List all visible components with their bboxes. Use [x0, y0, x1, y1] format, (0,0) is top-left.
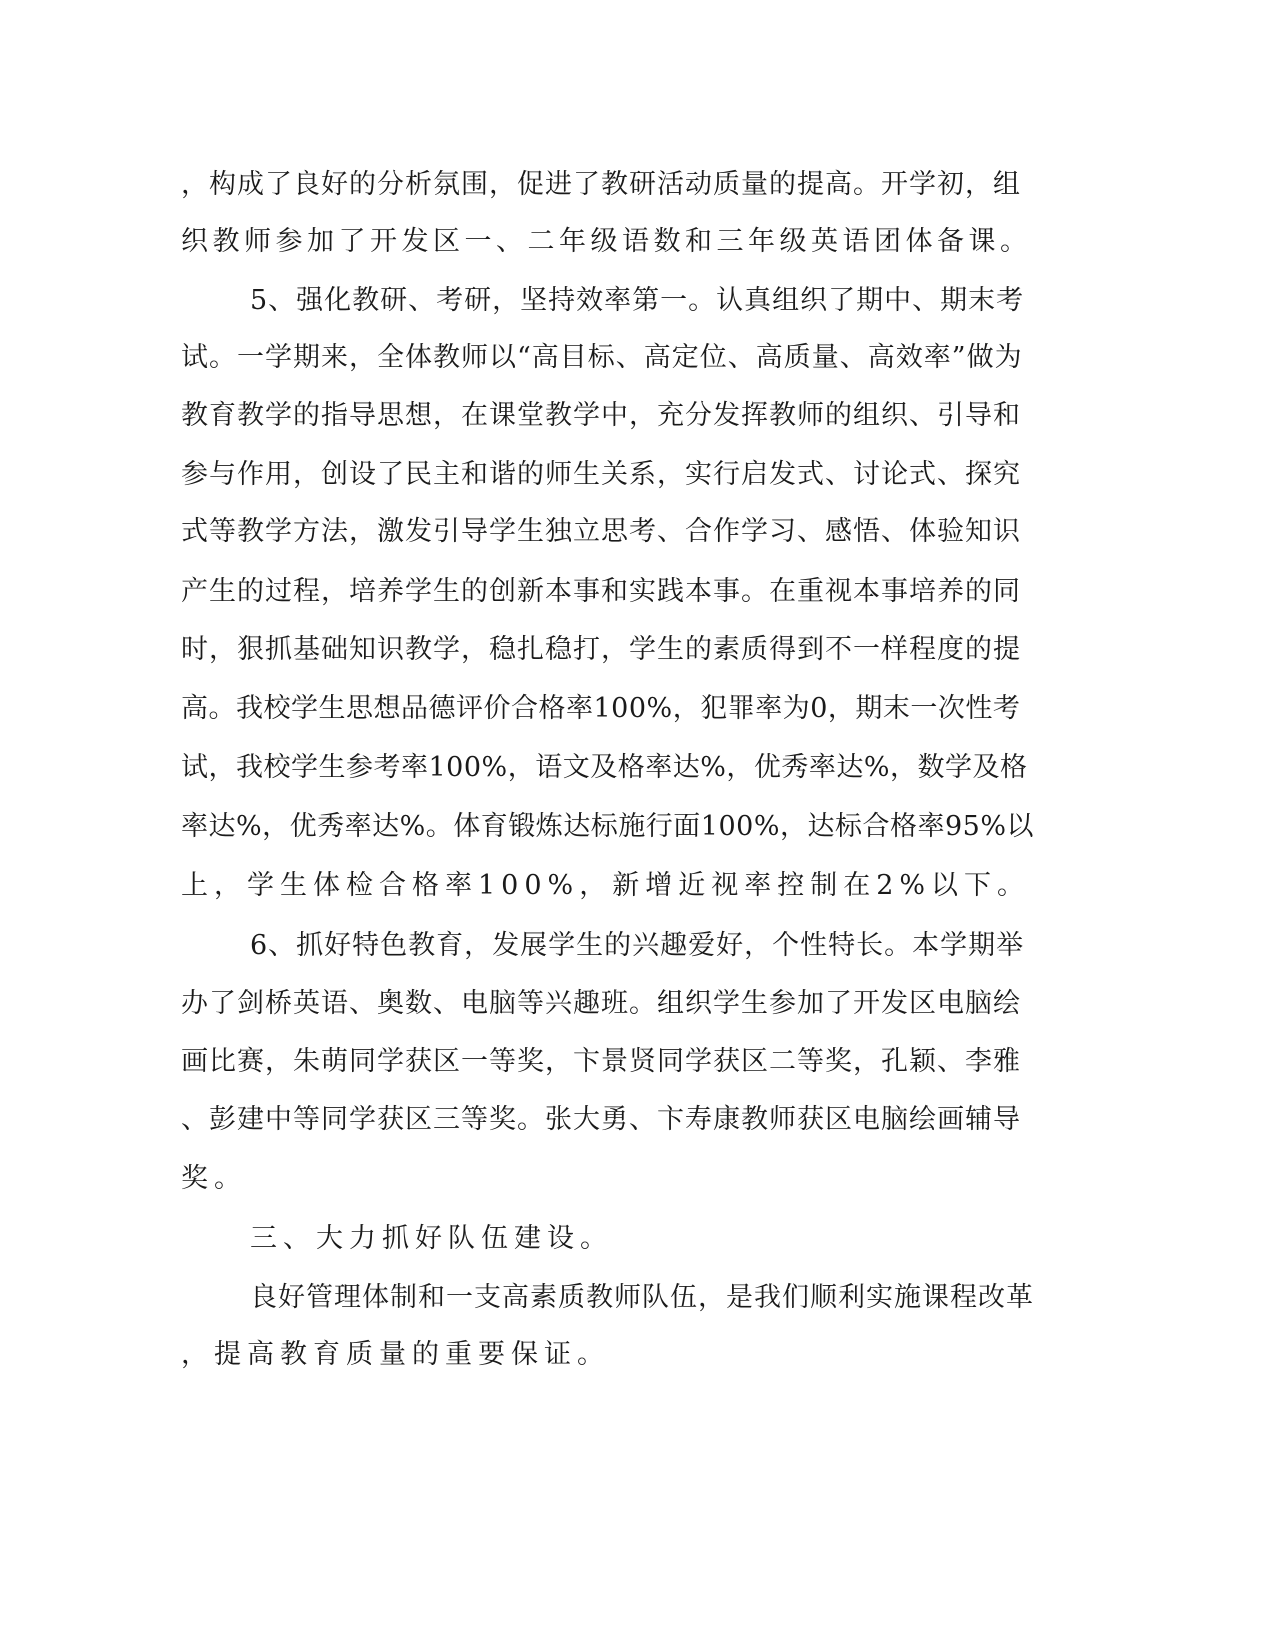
paragraph-start-line: 6、抓好特色教育，发展学生的兴趣爱好，个性特长。本学期举: [250, 930, 1025, 961]
paragraph-start-line: 良好管理体制和一支高素质教师队伍，是我们顺利实施课程改革: [250, 1282, 1034, 1313]
text-line: ，提高教育质量的重要保证。: [181, 1339, 610, 1370]
text-line: 奖。: [181, 1163, 247, 1194]
text-line: 式等教学方法，激发引导学生独立思考、合作学习、感悟、体验知识: [181, 516, 1021, 547]
text-line: 时，狠抓基础知识教学，稳扎稳打，学生的素质得到不一样程度的提: [181, 634, 1021, 665]
text-line: 织教师参加了开发区一、二年级语数和三年级英语团体备课。: [181, 226, 1032, 257]
text-line: 高。我校学生思想品德评价合格率100%，犯罪率为0，期末一次性考: [181, 693, 1021, 724]
text-line: 画比赛，朱萌同学获区一等奖，卞景贤同学获区二等奖，孔颖、李雅: [181, 1046, 1021, 1077]
text-line: 上，学生体检合格率100%，新增近视率控制在2%以下。: [181, 870, 1031, 901]
section-heading: 三、大力抓好队伍建设。: [250, 1223, 613, 1254]
text-line: 率达%，优秀率达%。体育锻炼达标施行面100%，达标合格率95%以: [181, 811, 1035, 842]
text-line: 试，我校学生参考率100%，语文及格率达%，优秀率达%，数学及格: [181, 752, 1028, 783]
text-line: 产生的过程，培养学生的创新本事和实践本事。在重视本事培养的同: [181, 576, 1021, 607]
text-line: 参与作用，创设了民主和谐的师生关系，实行启发式、讨论式、探究: [181, 459, 1021, 490]
paragraph-start-line: 5、强化教研、考研，坚持效率第一。认真组织了期中、期末考: [250, 285, 1025, 316]
text-line: ，构成了良好的分析氛围，促进了教研活动质量的提高。开学初，组: [181, 169, 1021, 200]
text-line: 试。一学期来，全体教师以“高目标、高定位、高质量、高效率”做为: [181, 342, 1023, 373]
text-line: 办了剑桥英语、奥数、电脑等兴趣班。组织学生参加了开发区电脑绘: [181, 988, 1021, 1019]
text-line: 、彭建中等同学获区三等奖。张大勇、卞寿康教师获区电脑绘画辅导: [181, 1104, 1021, 1135]
text-line: 教育教学的指导思想，在课堂教学中，充分发挥教师的组织、引导和: [181, 400, 1021, 431]
